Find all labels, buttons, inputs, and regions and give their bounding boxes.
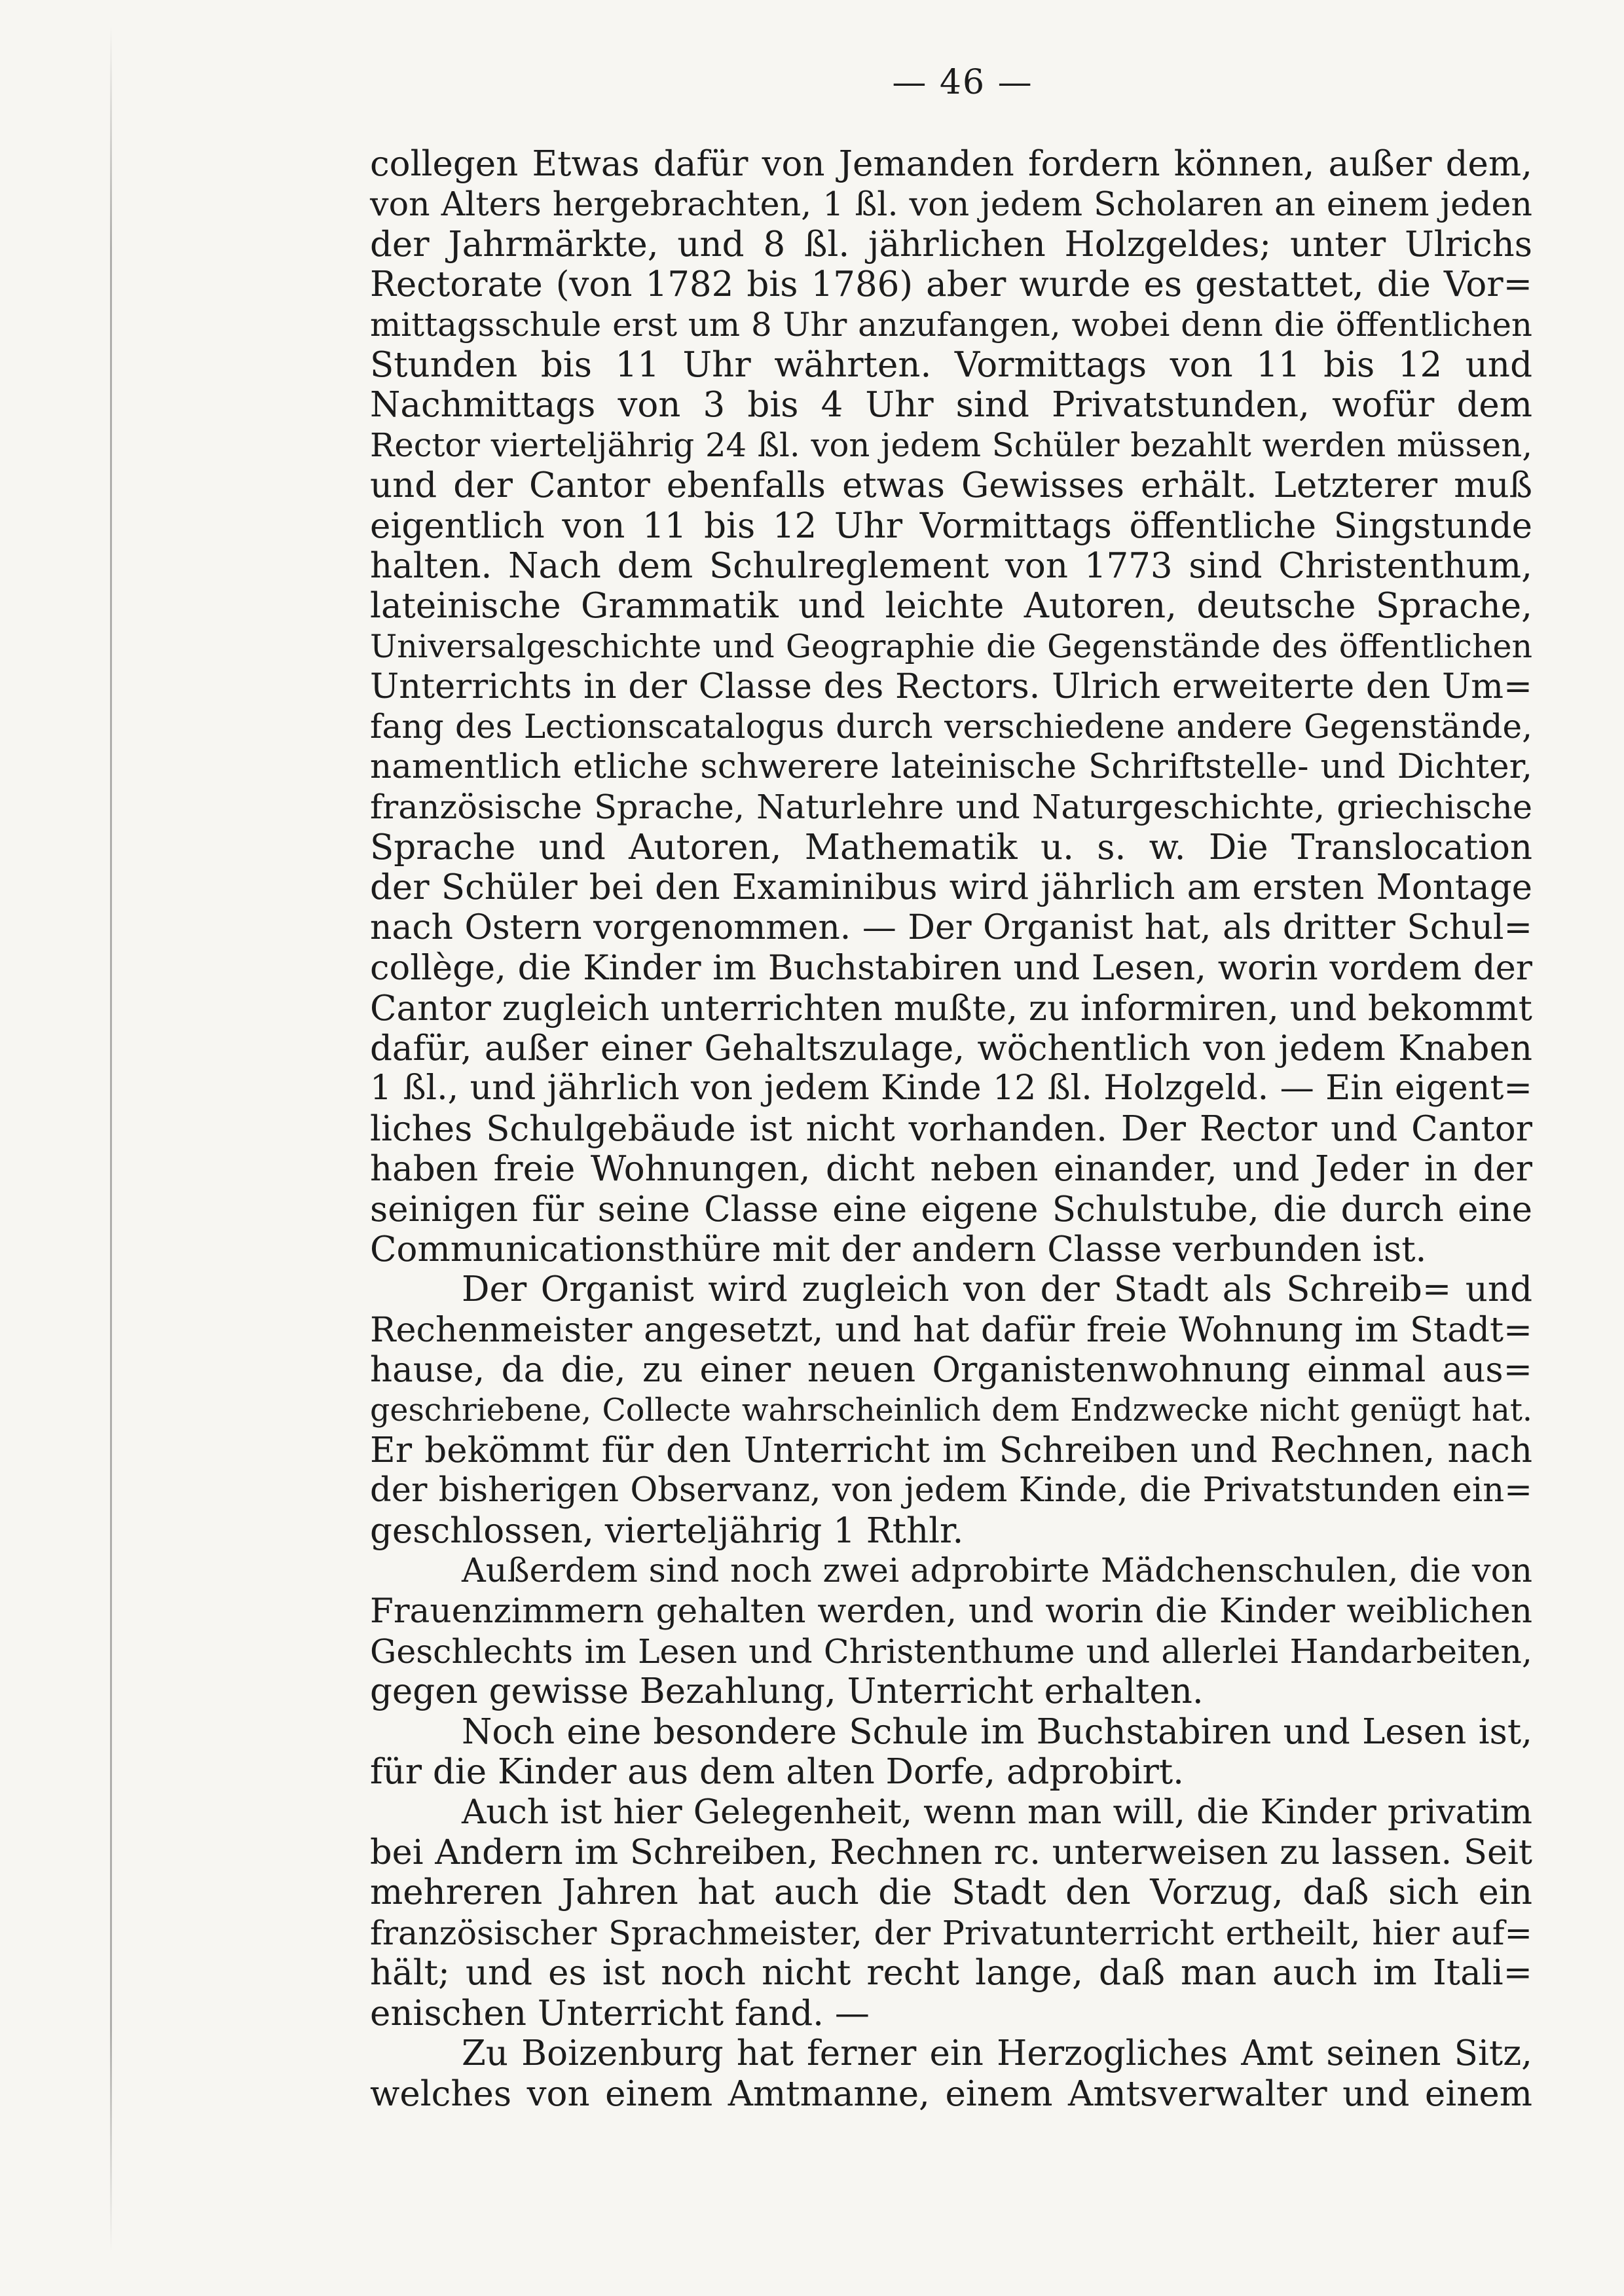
- text-line: namentlich etliche schwerere lateinische Schriftstelle- und Dichter,: [370, 747, 1532, 787]
- text-line: französische Sprache, Naturlehre und Naturgeschichte, griechische: [370, 788, 1532, 827]
- text-line: von Alters hergebrachten, 1 ßl. von jedem Scholaren an einem jeden: [370, 185, 1532, 224]
- text-line: Er bekömmt für den Unterricht im Schreiben und Rechnen, nach: [370, 1430, 1532, 1470]
- text-line: Sprache und Autoren, Mathematik u. s. w. Die Translocation: [370, 827, 1532, 867]
- text-line: geschriebene, Collecte wahrscheinlich dem Endzwecke nicht genügt hat.: [370, 1392, 1532, 1429]
- text-line: Auch ist hier Gelegenheit, wenn man will, die Kinder privatim: [462, 1792, 1532, 1832]
- text-line: hält; und es ist noch nicht recht lange, daß man auch im Itali=: [370, 1953, 1532, 1994]
- text-line: Rectorate (von 1782 bis 1786) aber wurde es gestattet, die Vor=: [370, 264, 1532, 305]
- text-line: dafür, außer einer Gehaltszulage, wöchentlich von jedem Knaben: [370, 1028, 1532, 1068]
- text-line: Noch eine besondere Schule im Buchstabiren und Lesen ist,: [462, 1711, 1532, 1752]
- text-line: Zu Boizenburg hat ferner ein Herzogliches Amt seinen Sitz,: [462, 2033, 1532, 2074]
- text-line: seinigen für seine Classe eine eigene Schulstube, die durch eine: [370, 1189, 1532, 1230]
- text-line: der bisherigen Observanz, von jedem Kinde, die Privatstunden ein=: [370, 1471, 1532, 1510]
- text-line: hause, da die, zu einer neuen Organistenwohnung einmal aus=: [370, 1350, 1532, 1391]
- text-line: Außerdem sind noch zwei adprobirte Mädchenschulen, die von: [462, 1552, 1532, 1591]
- text-line: Frauenzimmern gehalten werden, und worin die Kinder weiblichen: [370, 1591, 1532, 1631]
- text-line: nach Ostern vorgenommen. — Der Organist hat, als dritter Schul=: [370, 907, 1532, 947]
- text-line: lateinische Grammatik und leichte Autoren, deutsche Sprache,: [370, 586, 1532, 627]
- paragraph: [370, 2033, 1532, 2114]
- text-line: eigentlich von 11 bis 12 Uhr Vormittags öffentliche Singstunde: [370, 505, 1532, 546]
- text-line: halten. Nach dem Schulreglement von 1773 sind Christenthum,: [370, 546, 1532, 587]
- paragraph: [370, 144, 1532, 1269]
- text-line: Der Organist wird zugleich von der Stadt als Schreib= und: [462, 1269, 1532, 1310]
- text-line: Nachmittags von 3 bis 4 Uhr sind Privatstunden, wofür dem: [370, 385, 1532, 426]
- text-line: mehreren Jahren hat auch die Stadt den Vorzug, daß sich ein: [370, 1872, 1532, 1913]
- scan-edge-shadow: [110, 26, 112, 2252]
- text-line: Unterrichts in der Classe des Rectors. Ulrich erweiterte den Um=: [370, 666, 1532, 707]
- text-line: collège, die Kinder im Buchstabiren und Lesen, worin vordem der: [370, 948, 1532, 989]
- text-line: Cantor zugleich unterrichten mußte, zu informiren, und bekommt: [370, 988, 1532, 1029]
- text-line: enischen Unterricht fand. —: [370, 1993, 870, 2033]
- paragraph: [370, 1793, 1532, 2033]
- paragraph: [370, 1269, 1532, 1551]
- text-line: Geschlechts im Lesen und Christenthume und allerlei Handarbeiten,: [370, 1632, 1532, 1671]
- paragraph: [370, 1551, 1532, 1712]
- text-line: Rechenmeister angesetzt, und hat dafür freie Wohnung im Stadt=: [370, 1309, 1532, 1350]
- text-line: französischer Sprachmeister, der Privatunterricht ertheilt, hier auf=: [370, 1913, 1532, 1952]
- text-line: für die Kinder aus dem alten Dorfe, adprobirt.: [370, 1752, 1185, 1793]
- text-line: mittagsschule erst um 8 Uhr anzufangen, wobei denn die öffentlichen: [370, 305, 1532, 344]
- text-line: collegen Etwas dafür von Jemanden fordern können, außer dem,: [370, 144, 1532, 184]
- text-line: gegen gewisse Bezahlung, Unterricht erhalten.: [370, 1671, 1204, 1712]
- text-line: bei Andern im Schreiben, Rechnen rc. unterweisen zu lassen. Seit: [370, 1832, 1532, 1873]
- page-number: — 46 —: [892, 63, 1033, 102]
- text-line: Communicationsthüre mit der andern Classe verbunden ist.: [370, 1229, 1427, 1269]
- text-line: und der Cantor ebenfalls etwas Gewisses erhält. Letzterer muß: [370, 465, 1532, 506]
- text-line: liches Schulgebäude ist nicht vorhanden. Der Rector und Cantor: [370, 1108, 1532, 1149]
- text-line: Rector vierteljährig 24 ßl. von jedem Schüler bezahlt werden müssen,: [370, 426, 1532, 464]
- text-line: fang des Lectionscatalogus durch verschiedene andere Gegenstände,: [370, 707, 1532, 746]
- text-line: Stunden bis 11 Uhr währten. Vormittags von 11 bis 12 und: [370, 345, 1532, 386]
- text-line: welches von einem Amtmanne, einem Amtsverwalter und einem: [370, 2073, 1532, 2114]
- text-line: haben freie Wohnungen, dicht neben einander, und Jeder in der: [370, 1149, 1532, 1190]
- text-line: der Schüler bei den Examinibus wird jährlich am ersten Montage: [370, 867, 1532, 908]
- text-line: der Jahrmärkte, und 8 ßl. jährlichen Holzgeldes; unter Ulrichs: [370, 224, 1532, 264]
- body-text: [370, 144, 1532, 2114]
- text-line: Universalgeschichte und Geographie die Gegenstände des öffentlichen: [370, 627, 1532, 665]
- text-line: geschlossen, vierteljährig 1 Rthlr.: [370, 1510, 964, 1551]
- text-line: 1 ßl., und jährlich von jedem Kinde 12 ßl. Holzgeld. — Ein eigent=: [370, 1068, 1532, 1108]
- paragraph: [370, 1712, 1532, 1793]
